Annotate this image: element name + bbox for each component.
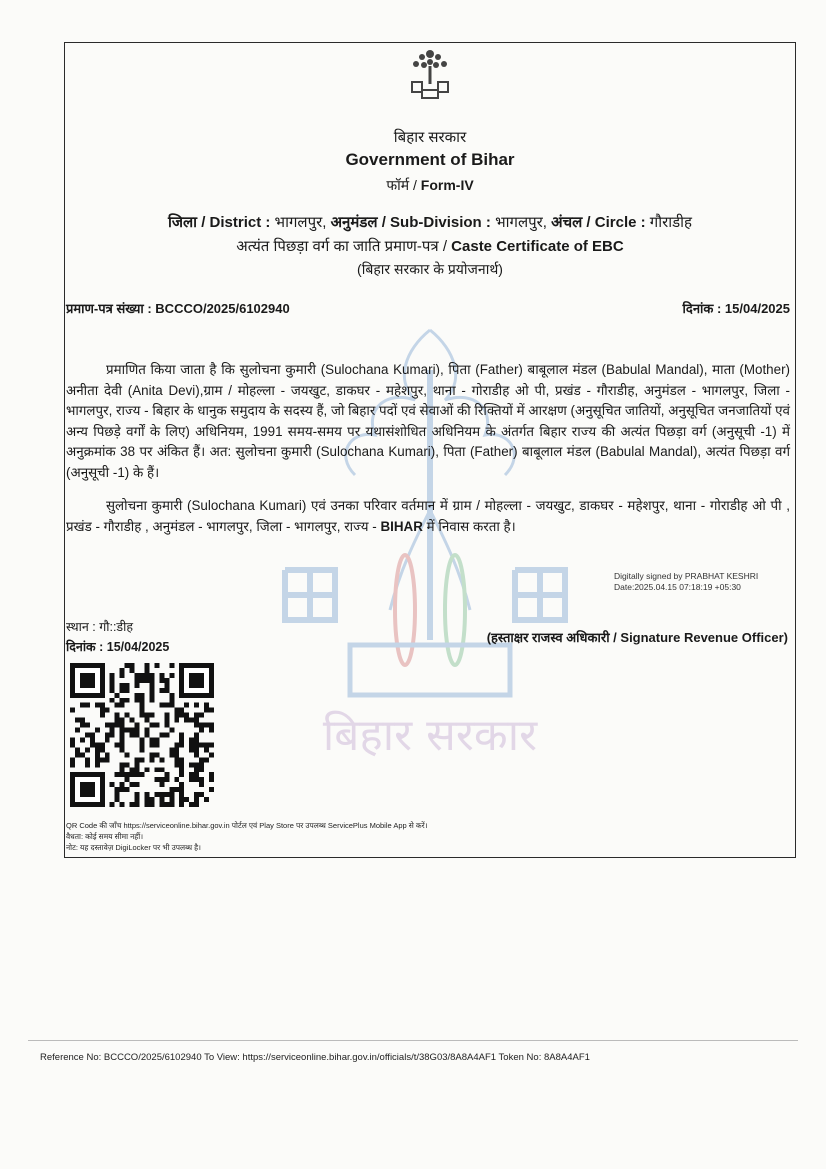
signature-officer-label: (हस्ताक्षर राजस्व अधिकारी / Signature Revenue Officer) — [486, 630, 788, 645]
validity-note: वैधता: कोई समय सीमा नहीं। — [66, 832, 144, 841]
qr-verification-note: QR Code की जाँच https://serviceonline.bihar.gov.in पोर्टल एवं Play Store पर उपलब्ध ServicePlus Mobile App से करें। — [66, 821, 428, 830]
district-value: भागलपुर, — [274, 214, 327, 231]
certificate-number: प्रमाण-पत्र संख्या : BCCCO/2025/6102940 — [66, 301, 290, 316]
certificate-title-english: Caste Certificate of EBC — [451, 238, 624, 255]
form-label-hindi: फॉर्म / — [386, 177, 417, 193]
place-of-issue: स्थान : गौ::डीह — [66, 620, 133, 634]
certificate-body-paragraph-2 — [66, 496, 790, 537]
header-hindi-title: बिहार सरकार — [393, 129, 467, 146]
certificate-purpose: (बिहार सरकार के प्रयोजनार्थ) — [357, 261, 503, 277]
form-label-english: Form-IV — [420, 177, 474, 193]
footer-divider — [28, 1040, 798, 1041]
digital-signature-signer: Digitally signed by PRABHAT KESHRI — [614, 571, 759, 581]
subdivision-value: भागलपुर, — [495, 214, 547, 231]
digital-signature — [614, 571, 758, 593]
subdivision-label: अनुमंडल / Sub-Division : — [330, 214, 491, 231]
bihar-emblem-icon — [398, 44, 462, 108]
header-english-title: Government of Bihar — [345, 150, 515, 169]
district-line — [64, 212, 796, 232]
digital-signature-date: Date:2025.04.15 07:18:19 +05:30 — [614, 582, 741, 592]
signature-date: दिनांक : 15/04/2025 — [66, 640, 170, 654]
circle-label: अंचल / Circle : — [551, 214, 646, 231]
certificate-title — [64, 236, 796, 256]
circle-value: गौराडीह — [649, 214, 693, 231]
residence-state: BIHAR — [380, 518, 423, 534]
reference-line: Reference No: BCCCO/2025/6102940 To View: https://serviceonline.bihar.gov.in/officials/t/38G03/8A8A4AF1 Token No: 8A8A4AF1 — [40, 1052, 590, 1063]
certificate-title-hindi: अत्यंत पिछड़ा वर्ग का जाति प्रमाण-पत्र / — [236, 238, 447, 255]
qr-code-icon[interactable] — [70, 663, 214, 807]
form-number — [64, 176, 796, 195]
issue-date: दिनांक : 15/04/2025 — [682, 301, 790, 316]
district-label: जिला / District : — [167, 214, 271, 231]
footer-notes — [66, 820, 428, 853]
digilocker-note: नोट: यह दस्तावेज़ DigiLocker पर भी उपलब्ध है। — [66, 843, 201, 852]
residence-text-end: में निवास करता है। — [426, 518, 516, 534]
watermark-text: बिहार सरकार — [322, 710, 538, 761]
residence-text: सुलोचना कुमारी (Sulochana Kumari) एवं उनका परिवार वर्तमान में ग्राम / मोहल्ला - जयखुट, डाकघर - महेशपुर, थाना - गोराडीह ओ पी , प्रखंड - गौराडीह , अनुमंडल - भागलपुर, जिला - भागलपुर, राज्य - — [66, 498, 790, 534]
certificate-body-paragraph-1: प्रमाणित किया जाता है कि सुलोचना कुमारी (Sulochana Kumari), पिता (Father) बाबूलाल मंडल (Babulal Mandal), माता (Mother) अनीता देवी (Anita Devi),ग्राम / मोहल्ला - जयखुट, डाकघर - महेशपुर, थाना - गोराडीह ओ पी, प्रखंड - गौराडीह, अनुमंडल - भागलपुर, जिला - भागलपुर, राज्य - बिहार के धानुक समुदाय के सदस्य हैं, जो बिहार पदों एवं सेवाओं की रिक्तियों में आरक्षण (अनुसूचित जातियों, अनुसूचित जनजातियों एवं अन्य पिछड़े वर्गों के लिए) अधिनियम, 1991 समय-समय पर यथासंशोधित अधिनियम के अंतर्गत बिहार राज्य की अत्यंत पिछड़ा वर्ग (अनुसूची -1) में अनुक्रमांक 38 पर अंकित हैं। अत: सुलोचना कुमारी (Sulochana Kumari), पिता (Father) बाबूलाल मंडल (Babulal Mandal), अत्यंत पिछड़ा वर्ग (अनुसूची -1) के हैं। — [66, 362, 790, 480]
